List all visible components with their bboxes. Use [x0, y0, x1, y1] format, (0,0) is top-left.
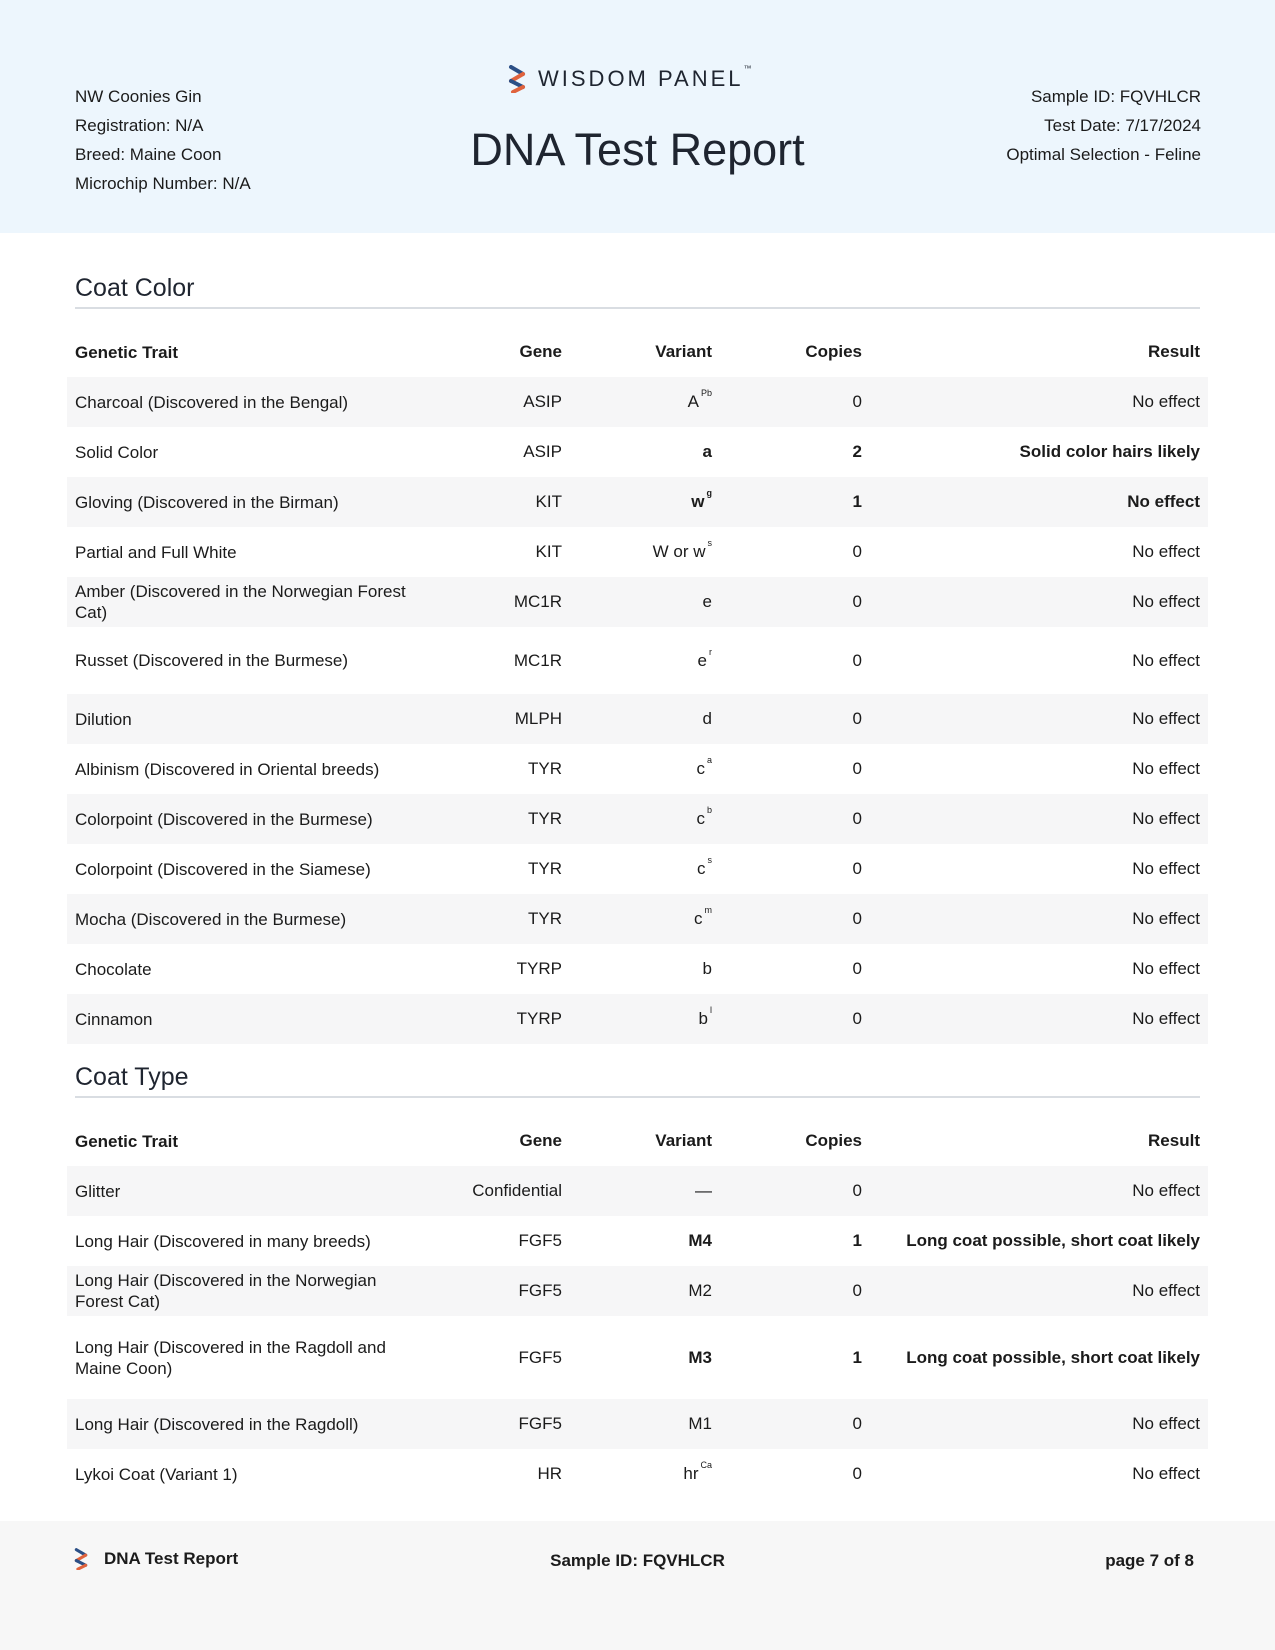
- wisdom-panel-helix-icon: [508, 65, 526, 93]
- section-title: Coat Type: [75, 1063, 1200, 1098]
- table-row: [67, 994, 1208, 1044]
- variant-cell: e $^r$: [697, 646, 712, 670]
- result-cell: No effect: [1132, 592, 1200, 611]
- gene-cell: KIT: [535, 492, 562, 511]
- footer-sample-id: Sample ID: FQVHLCR: [550, 1551, 725, 1570]
- trait-cell: Partial and Full White: [75, 542, 237, 562]
- result-cell: No effect: [1127, 492, 1200, 511]
- variant-cell: b: [702, 959, 712, 978]
- variant-cell: c $^m$: [694, 905, 712, 928]
- table-row: [67, 1166, 1208, 1216]
- report-header: [0, 0, 1275, 233]
- copies-cell: 1: [852, 1231, 862, 1250]
- copies-cell: 0: [852, 392, 862, 411]
- table-row: [67, 1316, 1208, 1399]
- table-row: [67, 944, 1208, 994]
- copies-cell: 0: [852, 650, 862, 670]
- variant-superscript: r: [709, 646, 712, 657]
- gene-cell: FGF5: [518, 1347, 562, 1367]
- copies-cell: 0: [852, 759, 862, 778]
- gene-cell: MC1R: [513, 650, 562, 670]
- result-cell: No effect: [1132, 1281, 1200, 1300]
- table-row: [67, 1266, 1208, 1316]
- table-row: [67, 627, 1208, 694]
- variant-cell: c $^s$: [697, 855, 712, 878]
- test-date: Test Date: 7/17/2024: [1044, 116, 1201, 135]
- variant-cell: b $^l$: [698, 1005, 712, 1028]
- gene-cell: Confidential: [472, 1181, 562, 1200]
- gene-cell: TYR: [528, 759, 562, 778]
- trait-cell: Colorpoint (Discovered in the Siamese): [75, 859, 371, 879]
- sample-id: Sample ID: FQVHLCR: [1030, 87, 1201, 106]
- gene-cell: FGF5: [518, 1281, 562, 1300]
- table-header: [67, 327, 1208, 377]
- col-variant: Variant: [655, 342, 712, 361]
- variant-cell: d: [702, 709, 712, 728]
- variant-cell: a: [702, 442, 712, 461]
- section-title: Coat Color: [75, 274, 1200, 309]
- variant-cell: e: [702, 592, 712, 611]
- table-row: [67, 527, 1208, 577]
- table-row: [67, 577, 1208, 627]
- result-cell: No effect: [1132, 859, 1200, 878]
- trait-cell: Long Hair (Discovered in the Ragdoll): [75, 1414, 359, 1434]
- variant-superscript: Ca: [700, 1460, 712, 1471]
- report-title: DNA Test Report: [470, 124, 805, 175]
- pet-name: NW Coonies Gin: [75, 87, 202, 106]
- col-gene: Gene: [519, 1131, 562, 1150]
- coat-color-section: [67, 274, 1208, 1044]
- report-footer: [0, 1521, 1275, 1650]
- gene-cell: HR: [537, 1464, 562, 1483]
- copies-cell: 0: [852, 1464, 862, 1483]
- variant-superscript: a: [706, 755, 712, 766]
- trait-cell: Charcoal (Discovered in the Bengal): [75, 392, 349, 412]
- variant-cell: c $^a$: [696, 755, 712, 778]
- col-trait: Genetic Trait: [75, 342, 178, 362]
- gene-cell: ASIP: [523, 442, 562, 461]
- gene-cell: TYRP: [516, 959, 562, 978]
- copies-cell: 0: [852, 542, 862, 561]
- trait-cell: Cinnamon: [75, 1009, 153, 1029]
- table-row: [67, 744, 1208, 794]
- table-row: [67, 377, 1208, 427]
- result-cell: No effect: [1132, 759, 1200, 778]
- variant-superscript: b: [706, 805, 712, 816]
- col-trait: Genetic Trait: [75, 1131, 178, 1151]
- result-cell: No effect: [1132, 959, 1200, 978]
- variant-cell: c $^b$: [696, 805, 712, 828]
- col-result: Result: [1148, 342, 1200, 361]
- result-cell: No effect: [1132, 1181, 1200, 1200]
- copies-cell: 0: [852, 1414, 862, 1433]
- result-cell: No effect: [1132, 1464, 1200, 1483]
- product-name: Optimal Selection - Feline: [1006, 145, 1201, 164]
- gene-cell: MC1R: [513, 592, 562, 611]
- variant-cell: M4: [688, 1231, 712, 1250]
- table-row: [67, 477, 1208, 527]
- trait-cell: Long Hair (Discovered in many breeds): [75, 1231, 371, 1251]
- trait-cell: Long Hair (Discovered in the Ragdoll and Maine Coon): [75, 1337, 386, 1378]
- variant-cell: M1: [688, 1414, 712, 1433]
- page-number: page 7 of 8: [1105, 1551, 1194, 1570]
- result-cell: No effect: [1132, 909, 1200, 928]
- trait-cell: Glitter: [75, 1181, 121, 1201]
- result-cell: No effect: [1132, 392, 1200, 411]
- breed: Breed: Maine Coon: [75, 145, 222, 164]
- table-row: [67, 1399, 1208, 1449]
- brand-name: WISDOM PANEL™: [538, 64, 752, 91]
- copies-cell: 2: [852, 442, 862, 461]
- result-cell: No effect: [1132, 809, 1200, 828]
- copies-cell: 0: [852, 859, 862, 878]
- col-copies: Copies: [805, 342, 862, 361]
- variant-superscript: s: [707, 855, 712, 866]
- variant-superscript: s: [707, 538, 712, 549]
- result-cell: No effect: [1132, 1414, 1200, 1433]
- col-result: Result: [1148, 1131, 1200, 1150]
- result-cell: No effect: [1132, 650, 1200, 670]
- trait-cell: Dilution: [75, 709, 132, 729]
- copies-cell: 0: [852, 1281, 862, 1300]
- table-row: [67, 794, 1208, 844]
- copies-cell: 1: [852, 1347, 862, 1367]
- coat-type-section: [67, 1063, 1208, 1499]
- trait-cell: Mocha (Discovered in the Burmese): [75, 909, 347, 929]
- col-variant: Variant: [655, 1131, 712, 1150]
- variant-superscript: m: [704, 905, 712, 916]
- microchip-number: Microchip Number: N/A: [75, 174, 251, 193]
- result-cell: No effect: [1132, 542, 1200, 561]
- gene-cell: FGF5: [518, 1231, 562, 1250]
- copies-cell: 1: [852, 492, 862, 511]
- variant-superscript: l: [710, 1005, 712, 1016]
- trait-cell: Solid Color: [75, 442, 159, 462]
- copies-cell: 0: [852, 909, 862, 928]
- trait-cell: Lykoi Coat (Variant 1): [75, 1464, 238, 1484]
- trait-cell: Gloving (Discovered in the Birman): [75, 492, 339, 512]
- result-cell: No effect: [1132, 709, 1200, 728]
- gene-cell: TYR: [528, 859, 562, 878]
- variant-cell: —: [695, 1181, 712, 1200]
- gene-cell: ASIP: [523, 392, 562, 411]
- variant-superscript: g: [706, 488, 712, 499]
- table-row: [67, 894, 1208, 944]
- copies-cell: 0: [852, 809, 862, 828]
- table-row: [67, 1216, 1208, 1266]
- coat-type-table: [67, 1116, 1208, 1499]
- copies-cell: 0: [852, 592, 862, 611]
- trait-cell: Albinism (Discovered in Oriental breeds): [75, 759, 380, 779]
- variant-cell: hr $^{Ca}$: [683, 1460, 712, 1483]
- copies-cell: 0: [852, 1181, 862, 1200]
- table-row: [67, 694, 1208, 744]
- gene-cell: MLPH: [514, 709, 562, 728]
- gene-cell: TYR: [528, 909, 562, 928]
- table-header: [67, 1116, 1208, 1166]
- col-copies: Copies: [805, 1131, 862, 1150]
- result-cell: Solid color hairs likely: [1019, 442, 1200, 461]
- result-cell: Long coat possible, short coat likely: [906, 1231, 1200, 1250]
- coat-color-table: [67, 327, 1208, 1044]
- copies-cell: 0: [852, 1009, 862, 1028]
- gene-cell: FGF5: [518, 1414, 562, 1433]
- trait-cell: Russet (Discovered in the Burmese): [75, 651, 349, 670]
- variant-cell: A $^{Pb}$: [687, 388, 712, 411]
- trait-cell: Colorpoint (Discovered in the Burmese): [75, 809, 373, 829]
- table-row: [67, 1449, 1208, 1499]
- sample-info: [1006, 82, 1201, 169]
- variant-cell: w $^g$: [691, 488, 712, 511]
- gene-cell: TYR: [528, 809, 562, 828]
- table-row: [67, 427, 1208, 477]
- variant-cell: W or w $^s$: [652, 538, 712, 561]
- variant-cell: M2: [688, 1281, 712, 1300]
- gene-cell: TYRP: [516, 1009, 562, 1028]
- trait-cell: Long Hair (Discovered in the Norwegian Forest Cat): [75, 1271, 377, 1311]
- variant-superscript: Pb: [700, 388, 712, 399]
- copies-cell: 0: [852, 709, 862, 728]
- trait-cell: Chocolate: [75, 959, 152, 979]
- result-cell: Long coat possible, short coat likely: [906, 1347, 1200, 1367]
- footer-title: DNA Test Report: [104, 1549, 239, 1568]
- copies-cell: 0: [852, 959, 862, 978]
- result-cell: No effect: [1132, 1009, 1200, 1028]
- registration: Registration: N/A: [75, 116, 204, 135]
- table-row: [67, 844, 1208, 894]
- wisdom-panel-logo: [508, 64, 752, 94]
- trait-cell: Amber (Discovered in the Norwegian Forest Cat): [75, 582, 406, 622]
- col-gene: Gene: [519, 342, 562, 361]
- gene-cell: KIT: [535, 542, 562, 561]
- trademark: ™: [743, 64, 752, 73]
- variant-cell: M3: [688, 1347, 712, 1367]
